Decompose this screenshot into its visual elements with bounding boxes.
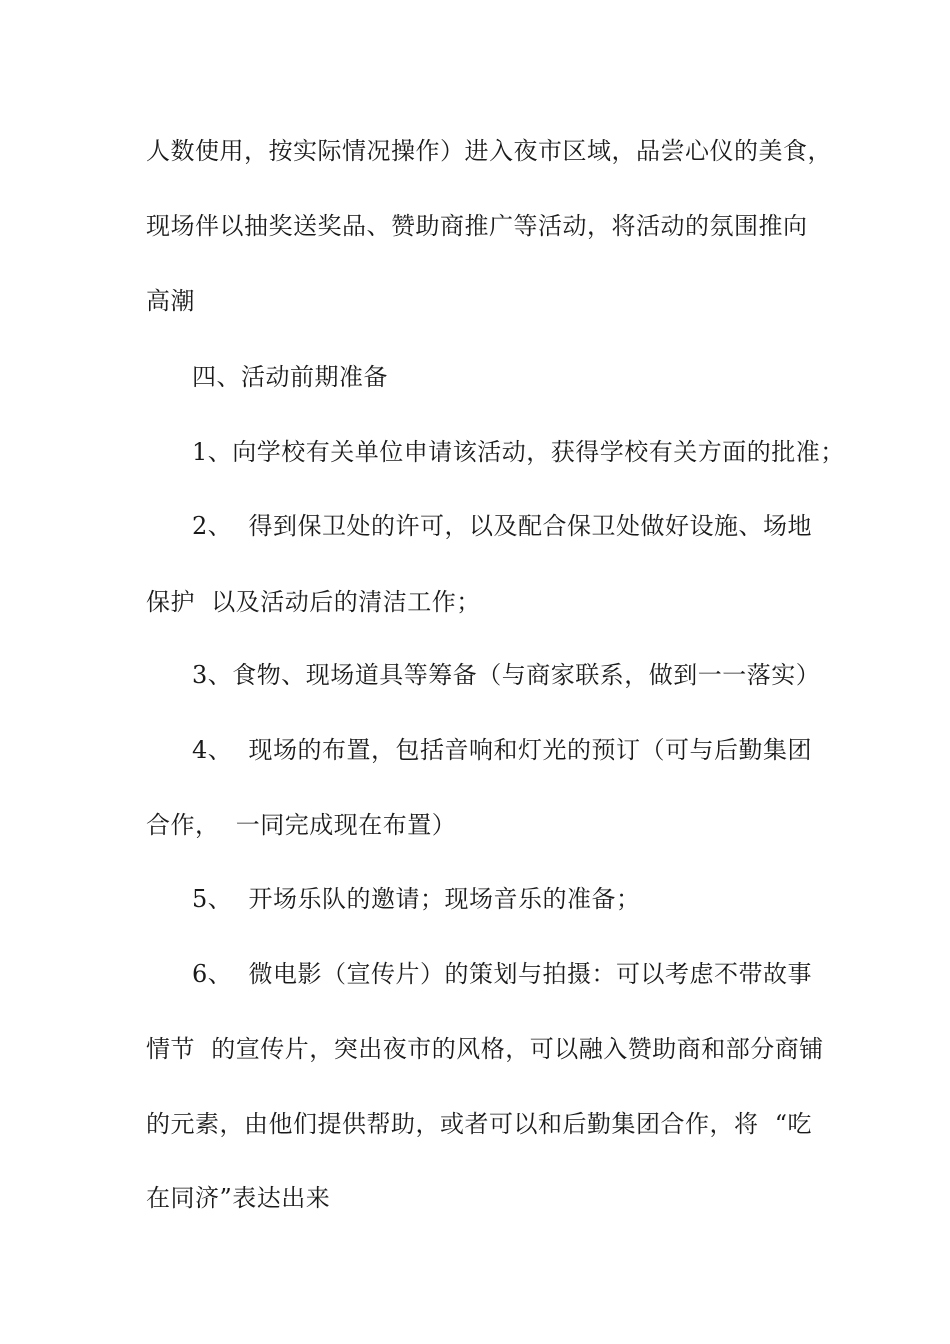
list-item-continuation: 在同济”表达出来 — [146, 1184, 331, 1212]
body-text-line: 高潮 — [146, 287, 195, 315]
section-heading: 四、活动前期准备 — [192, 363, 388, 391]
list-item-continuation: 合作， 一同完成现在布置） — [146, 811, 457, 839]
list-item-continuation: 保护 以及活动后的清洁工作； — [146, 588, 481, 616]
list-item: 5、 开场乐队的邀请；现场音乐的准备； — [192, 885, 641, 913]
list-item-continuation: 的元素，由他们提供帮助，或者可以和后勤集团合作，将 “吃 — [146, 1110, 813, 1138]
body-text-line: 人数使用，按实际情况操作）进入夜市区域，品尝心仪的美食， — [146, 137, 832, 165]
list-item: 1、向学校有关单位申请该活动，获得学校有关方面的批准； — [192, 438, 845, 466]
body-text-line: 现场伴以抽奖送奖品、赞助商推广等活动，将活动的氛围推向 — [146, 212, 808, 240]
list-item: 4、 现场的布置，包括音响和灯光的预订（可与后勤集团 — [192, 736, 813, 764]
list-item-continuation: 情节 的宣传片，突出夜市的风格，可以融入赞助商和部分商铺 — [146, 1035, 824, 1063]
list-item: 2、 得到保卫处的许可，以及配合保卫处做好设施、场地 — [192, 512, 813, 540]
list-item: 3、食物、现场道具等筹备（与商家联系，做到一一落实） — [192, 661, 821, 689]
list-item: 6、 微电影（宣传片）的策划与拍摄：可以考虑不带故事 — [192, 960, 813, 988]
